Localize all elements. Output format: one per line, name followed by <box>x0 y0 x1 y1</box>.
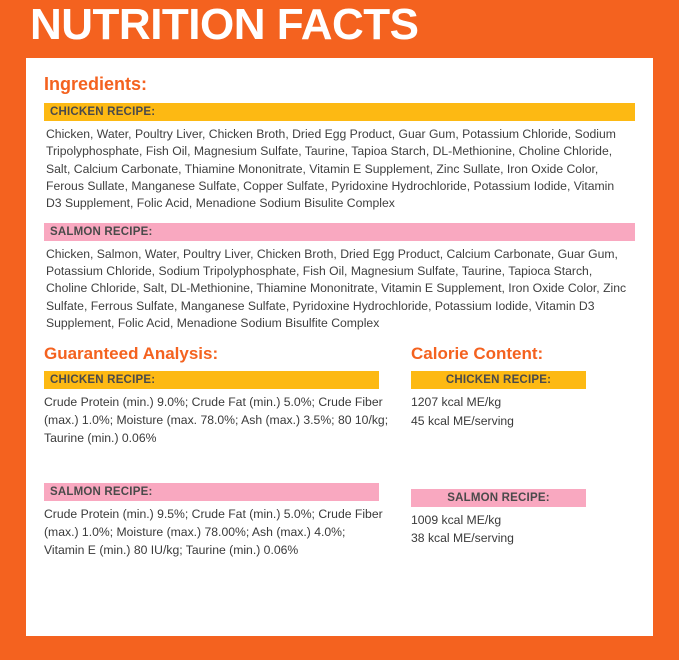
ingredients-chicken-text: Chicken, Water, Poultry Liver, Chicken Broth, Dried Egg Product, Guar Gum, Potassium Chloride, Sodium Tripolyphosphate, Fish Oil, Magnesium Sulfate, Taurine, Tapioa Starch, DL-Methionine, Choline Chloride, Salt, Calcium Carbonate, Thiamine Mononitrate, Vitamin E Supplement, Zinc Sullate, Iron Oxide Color, Ferous Sullate, Manganese Sulfate, Copper Sulfate, Pyridoxine Hydrochloride, Potassium Iodide, Vitamin D3 Supplement, Folic Acid, Menadione Sodium Bisulite Complex <box>46 127 616 211</box>
cc-chicken-line1: 1207 kcal ME/kg <box>411 395 502 410</box>
calorie-content-column <box>411 344 635 559</box>
ingredients-salmon-text: Chicken, Salmon, Water, Poultry Liver, Chicken Broth, Dried Egg Product, Calcium Carbonate, Guar Gum, Potassium Chloride, Sodium Tripolyphosphate, Fish Oil, Magnesium Sulfate, Taurine, Tapioca Starch, Choline Chloride, Salt, DL-Methionine, Thiamine Mononitrate, Vitamin E Supplement, Iron Oxide Color, Zinc Sulfate, Ferrous Sulfate, Manganese Sulfate, Pyridoxine Hydrochloride, Potassium Iodide, Vitamin D3 Supplement, Folic Acid, Menadione Sodium Bisulfite Complex <box>46 246 627 330</box>
ingredients-chicken-bar: CHICKEN RECIPE: <box>44 103 635 121</box>
ga-spacer <box>44 447 389 483</box>
ingredients-heading: Ingredients: <box>44 74 148 94</box>
guaranteed-analysis-column <box>44 344 389 559</box>
guaranteed-analysis-heading: Guaranteed Analysis: <box>44 344 219 364</box>
ga-chicken-bar: CHICKEN RECIPE: <box>44 371 379 389</box>
cc-salmon-line2: 38 kcal ME/serving <box>411 531 514 546</box>
ga-salmon-bar: SALMON RECIPE: <box>44 483 379 501</box>
ingredients-salmon-bar: SALMON RECIPE: <box>44 223 635 241</box>
cc-spacer <box>411 431 635 489</box>
analysis-calorie-columns <box>44 344 635 559</box>
cc-chicken-line2: 45 kcal ME/serving <box>411 413 514 428</box>
cc-chicken-bar: CHICKEN RECIPE: <box>411 371 586 389</box>
nutrition-card <box>26 58 653 636</box>
ingredients-chicken-block <box>44 103 635 213</box>
ga-salmon-block <box>44 483 389 559</box>
cc-salmon-block <box>411 489 635 548</box>
cc-salmon-bar: SALMON RECIPE: <box>411 489 586 507</box>
ga-chicken-block <box>44 371 389 447</box>
page-title: NUTRITION FACTS <box>30 0 419 49</box>
cc-chicken-block <box>411 371 635 430</box>
calorie-content-heading: Calorie Content: <box>411 344 544 364</box>
ga-chicken-text: Crude Protein (min.) 9.0%; Crude Fat (min.) 5.0%; Crude Fiber (max.) 1.0%; Moisture (max. 78.0%; Ash (max.) 3.5%; 80 10/kg; Taurine (min.) 0.06% <box>44 395 389 445</box>
cc-salmon-line1: 1009 kcal ME/kg <box>411 512 502 527</box>
ga-salmon-text: Crude Protein (min.) 9.5%; Crude Fat (min.) 5.0%; Crude Fiber (max.) 1.0%; Moisture (max.) 78.00%; Ash (max.) 4.0%; Vitamin E (min.) 80 IU/kg; Taurine (min.) 0.06% <box>44 507 383 557</box>
ingredients-salmon-block <box>44 223 635 333</box>
